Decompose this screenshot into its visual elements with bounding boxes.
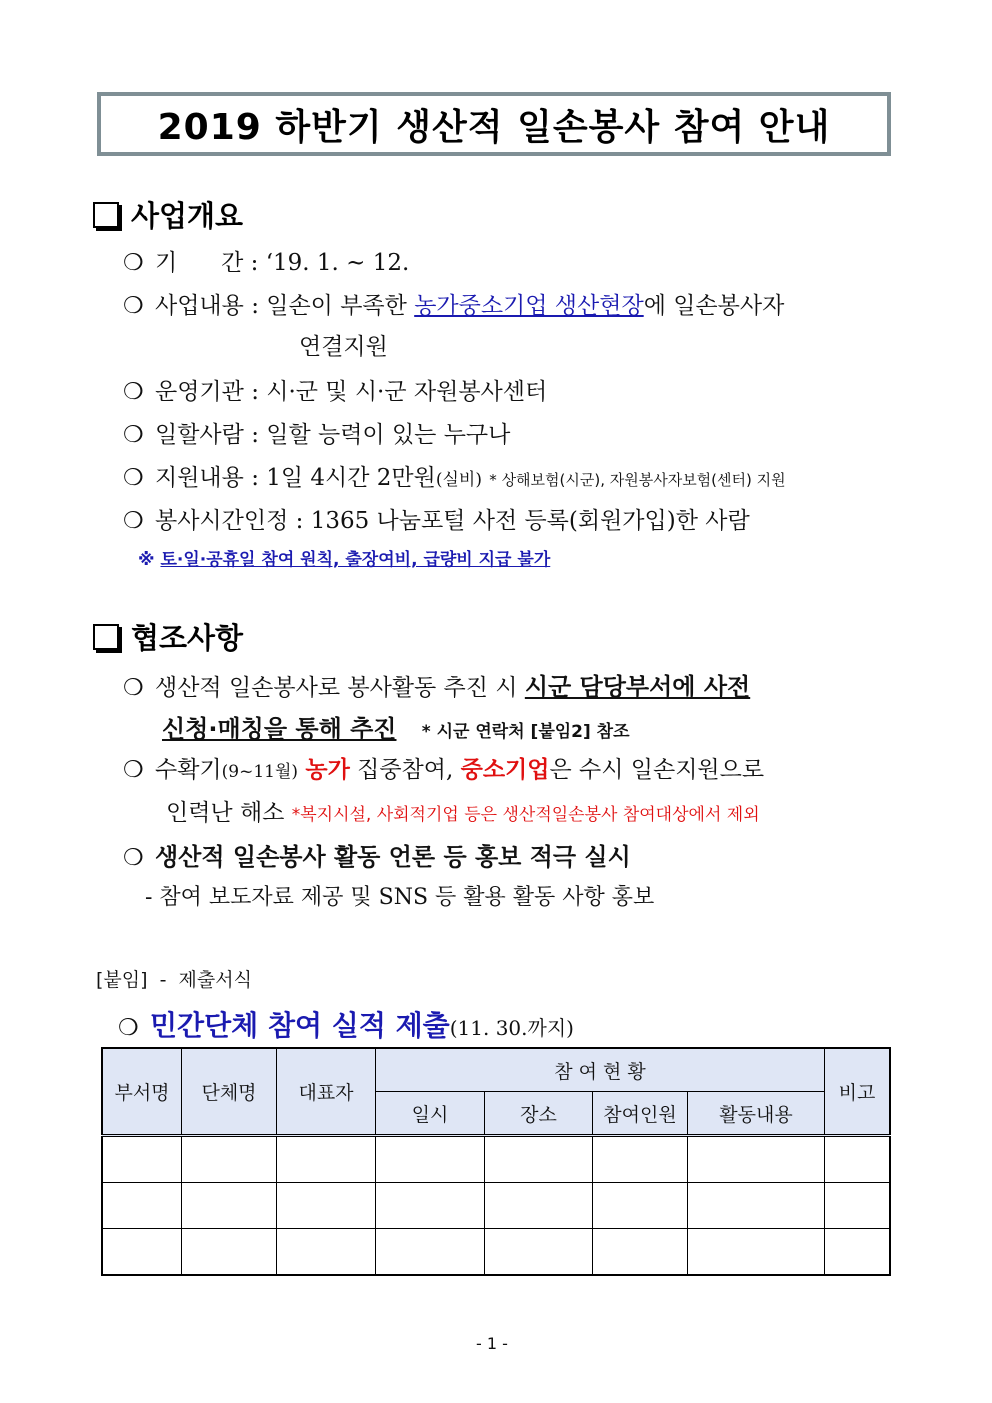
overview-item-content: ❍ 사업내용 : 일손이 부족한 농가중소기업 생산현장에 일손봉사자 xyxy=(123,293,785,319)
circle-bullet-icon: ❍ xyxy=(123,250,144,276)
table-cell[interactable] xyxy=(376,1229,485,1276)
table-cell[interactable] xyxy=(593,1136,688,1183)
col-place-header: 장소 xyxy=(485,1092,593,1136)
circle-bullet-icon: ❍ xyxy=(123,422,144,448)
table-cell[interactable] xyxy=(825,1136,891,1183)
circle-bullet-icon: ❍ xyxy=(123,465,144,491)
document-title-box xyxy=(97,92,891,156)
table-cell[interactable] xyxy=(102,1136,182,1183)
circle-bullet-icon: ❍ xyxy=(123,508,144,534)
participation-group-header: 참 여 현 황 xyxy=(376,1048,825,1092)
checkbox-square-icon xyxy=(93,624,119,650)
cooperation-item-3: ❍ 생산적 일손봉사 활동 언론 등 홍보 적극 실시 xyxy=(123,843,631,871)
table-cell[interactable] xyxy=(376,1183,485,1229)
table-cell[interactable] xyxy=(593,1183,688,1229)
circle-bullet-icon: ❍ xyxy=(123,293,144,319)
table-row xyxy=(102,1183,890,1229)
table-row xyxy=(102,1229,890,1276)
table-cell[interactable] xyxy=(102,1183,182,1229)
circle-bullet-icon: ❍ xyxy=(123,757,144,783)
table-cell[interactable] xyxy=(688,1136,825,1183)
circle-bullet-icon: ❍ xyxy=(123,379,144,405)
cooperation-item-3-sub: - 참여 보도자료 제공 및 SNS 등 활용 활동 사항 홍보 xyxy=(145,885,655,910)
table-cell[interactable] xyxy=(102,1229,182,1276)
table-row xyxy=(102,1136,890,1183)
table-cell[interactable] xyxy=(376,1136,485,1183)
table-cell[interactable] xyxy=(593,1229,688,1276)
checkbox-square-icon xyxy=(93,202,119,228)
overview-item-content-cont: 연결지원 xyxy=(299,334,388,360)
table-cell[interactable] xyxy=(825,1183,891,1229)
col-note-header: 비고 xyxy=(825,1048,891,1136)
submission-table xyxy=(101,1047,891,1276)
section-heading-cooperation: 협조사항 xyxy=(93,616,243,657)
overview-item-workers: ❍ 일할사람 : 일할 능력이 있는 누구나 xyxy=(123,422,511,448)
document-title: 2019 하반기 생산적 일손봉사 참여 안내 xyxy=(157,106,831,148)
table-cell[interactable] xyxy=(277,1136,376,1183)
cooperation-item-2-cont: 인력난 해소 *복지시설, 사회적기업 등은 생산적일손봉사 참여대상에서 제외 xyxy=(166,800,760,826)
attachment-label: [붙임] - 제출서식 xyxy=(96,969,252,991)
table-cell[interactable] xyxy=(182,1229,277,1276)
table-cell[interactable] xyxy=(485,1136,593,1183)
overview-item-support: ❍ 지원내용 : 1일 4시간 2만원(실비) * 상해보험(시군), 자원봉사자보험(센터) 지원 xyxy=(123,465,786,491)
overview-item-recognition: ❍ 봉사시간인정 : 1365 나눔포털 사전 등록(회원가입)한 사람 xyxy=(123,508,750,534)
section-heading-overview: 사업개요 xyxy=(93,194,243,235)
col-date-header: 일시 xyxy=(376,1092,485,1136)
circle-bullet-icon: ❍ xyxy=(123,845,144,871)
table-cell[interactable] xyxy=(182,1183,277,1229)
col-people-header: 참여인원 xyxy=(593,1092,688,1136)
table-cell[interactable] xyxy=(485,1229,593,1276)
circle-bullet-icon: ❍ xyxy=(118,1015,139,1041)
table-cell[interactable] xyxy=(688,1229,825,1276)
table-header-row xyxy=(102,1048,890,1092)
attachment-heading: ❍ 민간단체 참여 실적 제출(11. 30.까지) xyxy=(118,1009,574,1042)
table-cell[interactable] xyxy=(277,1229,376,1276)
cooperation-item-1-cont: 신청·매칭을 통해 추진 * 시군 연락처 [붙임2] 참조 xyxy=(162,715,630,743)
circle-bullet-icon: ❍ xyxy=(123,675,144,701)
table-cell[interactable] xyxy=(277,1183,376,1229)
table-cell[interactable] xyxy=(485,1183,593,1229)
overview-item-operator: ❍ 운영기관 : 시·군 및 시·군 자원봉사센터 xyxy=(123,379,548,405)
col-org-header: 단체명 xyxy=(182,1048,277,1136)
table-cell[interactable] xyxy=(825,1229,891,1276)
site-link-text: 농가중소기업 생산현장 xyxy=(414,293,644,319)
col-rep-header: 대표자 xyxy=(277,1048,376,1136)
overview-item-period: ❍ 기 간 : ‘19. 1. ~ 12. xyxy=(123,250,410,276)
page-number: - 1 - xyxy=(476,1334,508,1353)
col-dept-header: 부서명 xyxy=(102,1048,182,1136)
table-cell[interactable] xyxy=(182,1136,277,1183)
cooperation-item-2: ❍ 수확기(9~11월) 농가 집중참여, 중소기업은 수시 일손지원으로 xyxy=(123,756,765,783)
cooperation-item-1: ❍ 생산적 일손봉사로 봉사활동 추진 시 시군 담당부서에 사전 xyxy=(123,673,751,701)
overview-note: ※ 토·일·공휴일 참여 원칙, 출장여비, 급량비 지급 불가 xyxy=(138,550,551,570)
table-cell[interactable] xyxy=(688,1183,825,1229)
col-activity-header: 활동내용 xyxy=(688,1092,825,1136)
